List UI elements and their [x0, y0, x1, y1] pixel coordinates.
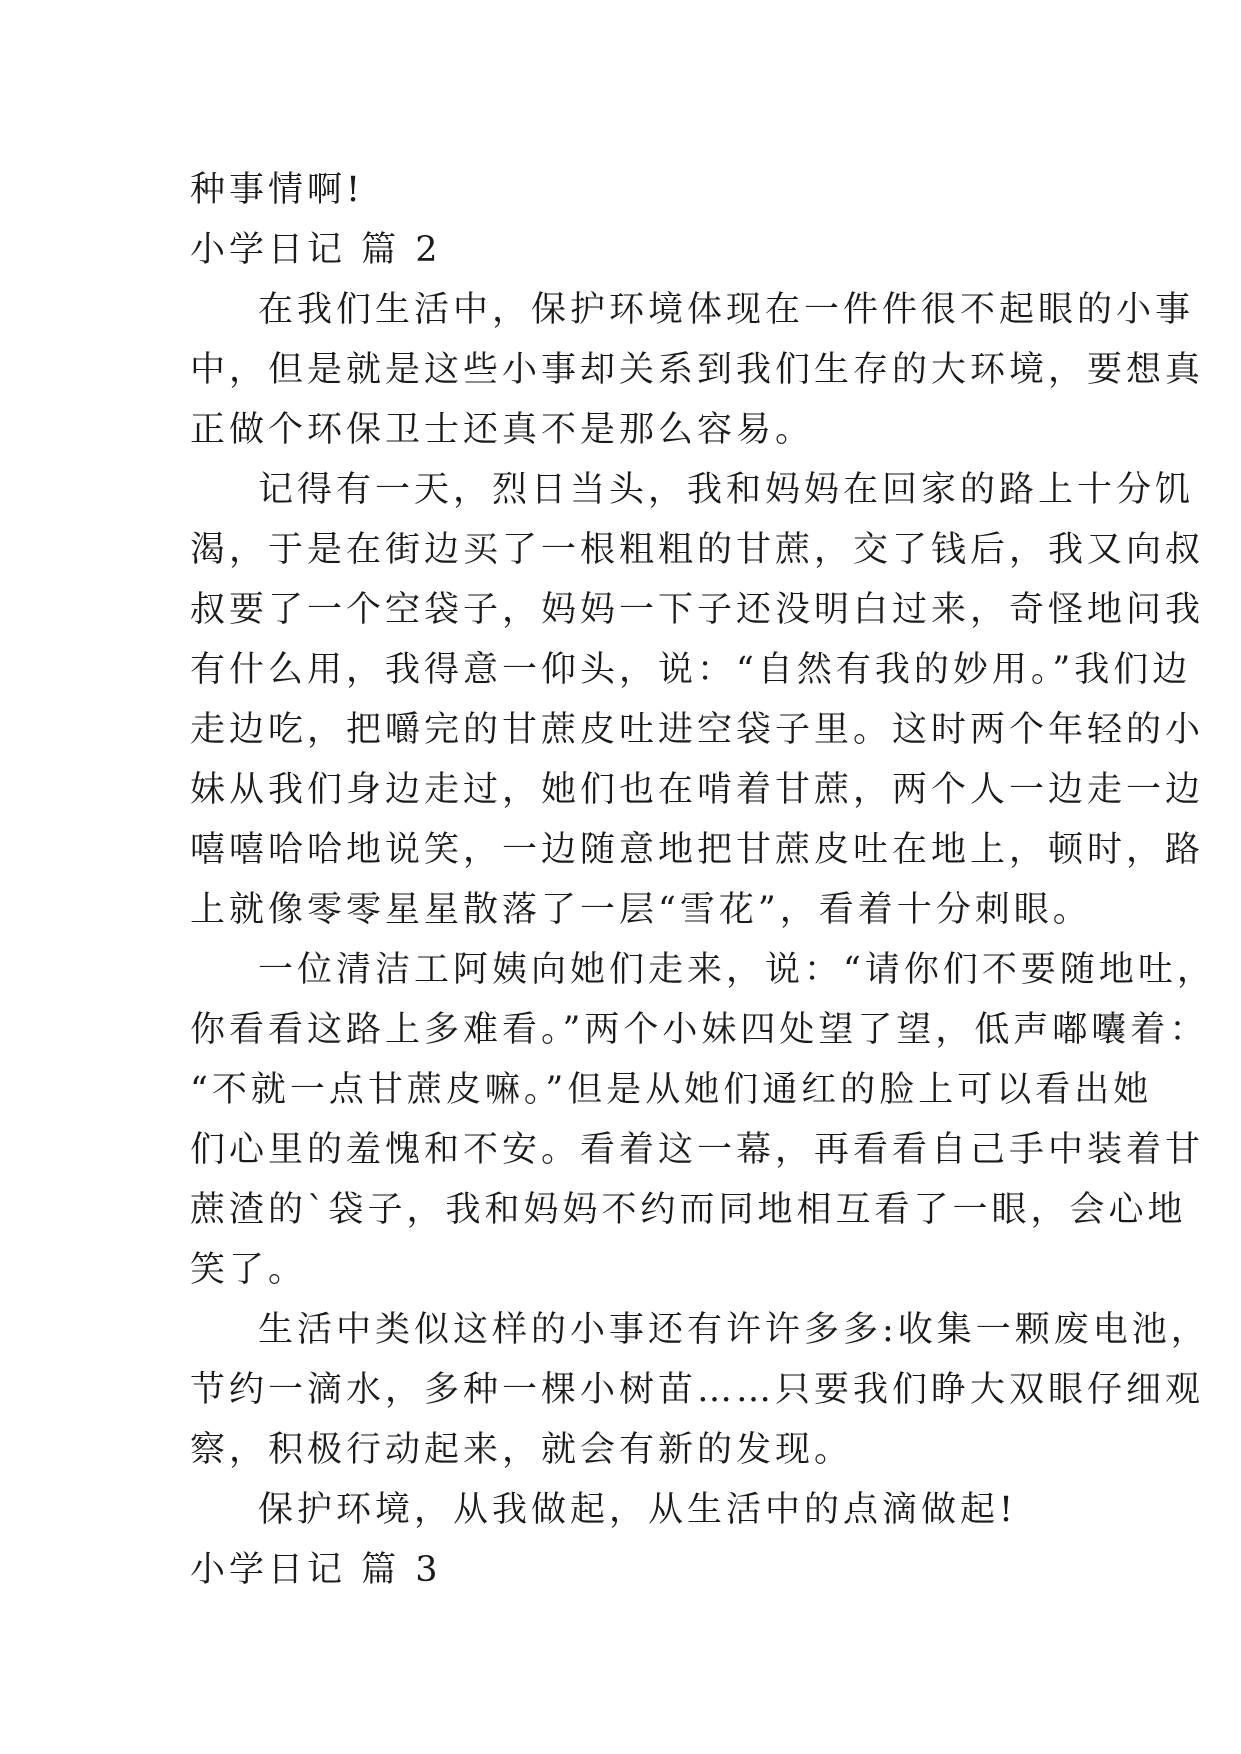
paragraph-line: 渴，于是在街边买了一根粗粗的甘蔗，交了钱后，我又向叔: [190, 530, 1205, 570]
paragraph-line: 在我们生活中，保护环境体现在一件件很不起眼的小事: [258, 290, 1195, 330]
paragraph-line: 中，但是就是这些小事却关系到我们生存的大环境，要想真: [190, 350, 1205, 390]
paragraph-line: 一位清洁工阿姨向她们走来，说：“请你们不要随地吐，: [258, 950, 1216, 990]
paragraph-line: “不就一点甘蔗皮嘛。”但是从她们通红的脸上可以看出她: [190, 1070, 1153, 1110]
paragraph-line: 察，积极行动起来，就会有新的发现。: [190, 1430, 854, 1470]
paragraph-line: 保护环境，从我做起，从生活中的点滴做起!: [258, 1490, 1018, 1530]
paragraph-line: 叔要了一个空袋子，妈妈一下子还没明白过来，奇怪地问我: [190, 590, 1205, 630]
section-heading: 小学日记 篇 3: [190, 1550, 442, 1590]
paragraph-line: 有什么用，我得意一仰头，说：“自然有我的妙用。”我们边: [190, 650, 1192, 690]
paragraph-line: 蔗渣的`袋子，我和妈妈不约而同地相互看了一眼，会心地: [190, 1190, 1187, 1230]
paragraph-line: 嘻嘻哈哈地说笑，一边随意地把甘蔗皮吐在地上，顿时，路: [190, 830, 1205, 870]
section-heading: 小学日记 篇 2: [190, 230, 442, 270]
paragraph-line: 们心里的羞愧和不安。看着这一幕，再看看自己手中装着甘: [190, 1130, 1205, 1170]
paragraph-line: 种事情啊!: [190, 170, 365, 210]
paragraph-line: 正做个环保卫士还真不是那么容易。: [190, 410, 815, 450]
paragraph-line: 节约一滴水，多种一棵小树苗……只要我们睁大双眼仔细观: [190, 1370, 1205, 1410]
paragraph-line: 你看看这路上多难看。”两个小妹四处望了望，低声嘟囔着：: [190, 1010, 1209, 1050]
paragraph-line: 生活中类似这样的小事还有许许多多:收集一颗废电池，: [258, 1310, 1210, 1350]
paragraph-line: 记得有一天，烈日当头，我和妈妈在回家的路上十分饥: [258, 470, 1195, 510]
paragraph-line: 笑了。: [190, 1250, 308, 1290]
paragraph-line: 走边吃，把嚼完的甘蔗皮吐进空袋子里。这时两个年轻的小: [190, 710, 1205, 750]
paragraph-line: 妹从我们身边走过，她们也在啃着甘蔗，两个人一边走一边: [190, 770, 1205, 810]
document-body: [190, 160, 1216, 1600]
paragraph-line: 上就像零零星星散落了一层“雪花”，看着十分刺眼。: [190, 890, 1092, 930]
